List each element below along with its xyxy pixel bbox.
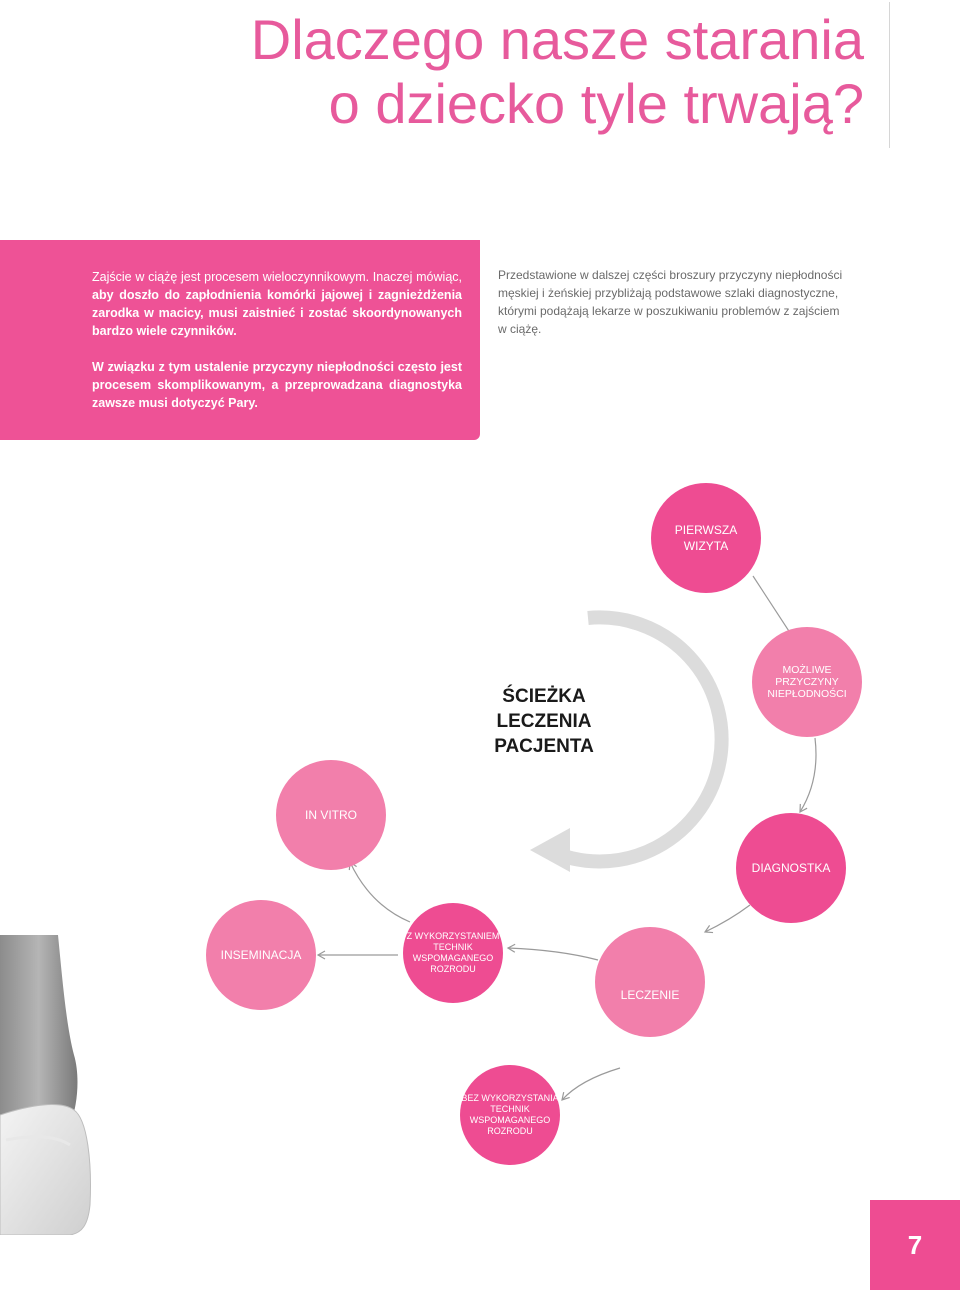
node-text: ROZRODU xyxy=(487,1126,533,1136)
node-pierwsza-wizyta xyxy=(651,483,761,593)
node-text: ROZRODU xyxy=(430,964,476,974)
node-text: DIAGNOSTKA xyxy=(751,861,831,875)
center-label-line: ŚCIEŻKA xyxy=(502,686,586,707)
page-number: 7 xyxy=(870,1200,960,1290)
node-mozliwe-przyczyny xyxy=(752,627,862,737)
node-inseminacja xyxy=(206,900,316,1010)
node-bez-wspomagania xyxy=(460,1065,560,1165)
title-line-2: o dziecko tyle trwają? xyxy=(328,72,864,135)
intro-paragraph-2: W związku z tym ustalenie przyczyny niepłodności często jest procesem skomplikowanym, a przeprowadzana diagnostyka zawsze musi dotyczyć Pary. xyxy=(92,360,462,410)
side-line: Przedstawione w dalszej części broszury przyczyny niepłodności xyxy=(498,268,843,282)
node-text: BEZ WYKORZYSTANIA xyxy=(461,1093,559,1103)
cycle-ring-arrowhead xyxy=(530,828,570,872)
node-text: MOŻLIWE xyxy=(782,664,832,676)
side-line: w ciążę. xyxy=(498,322,542,336)
node-text: WIZYTA xyxy=(683,539,729,553)
connector-przyczyny-diagnostyka xyxy=(800,738,816,812)
node-in-vitro xyxy=(276,760,386,870)
center-label-line: PACJENTA xyxy=(494,736,594,757)
node-text: PRZYCZYNY xyxy=(775,676,839,688)
node-text: LECZENIE xyxy=(620,988,680,1002)
title-line-1: Dlaczego nasze starania xyxy=(250,8,864,71)
node-diagnostyka xyxy=(736,813,846,923)
node-leczenie xyxy=(595,927,705,1037)
connector-leczenie-bez xyxy=(562,1068,620,1100)
node-text: NIEPŁODNOŚCI xyxy=(767,688,847,700)
node-text: PIERWSZA xyxy=(674,523,738,537)
node-text: TECHNIK xyxy=(490,1104,530,1114)
node-text: TECHNIK xyxy=(433,942,473,952)
node-text: WSPOMAGANEGO xyxy=(469,1115,551,1125)
intro-paragraph-1-normal: Zajście w ciążę jest procesem wieloczynnikowym. Inaczej mówiąc, xyxy=(92,270,462,284)
connector-leczenie-z xyxy=(508,948,598,960)
shoe-leg-illustration xyxy=(0,935,95,1235)
connector-z-invitro xyxy=(350,862,410,922)
intro-paragraph-1-bold: aby doszło do zapłodnienia komórki jajowej i zagnieżdżenia zarodka w macicy, musi zaistnieć i zostać skoordynowanych bardzo wiele czynników. xyxy=(92,288,462,338)
node-text: INSEMINACJA xyxy=(220,948,302,962)
node-text: Z WYKORZYSTANIEM xyxy=(406,931,500,941)
center-label xyxy=(470,684,618,759)
node-text: WSPOMAGANEGO xyxy=(412,953,494,963)
side-line: którymi podążają lekarze w poszukiwaniu problemów z zajściem xyxy=(498,304,840,318)
side-line: męskiej i żeńskiej przybliżają podstawowe szlaki diagnostyczne, xyxy=(498,286,839,300)
center-label-line: LECZENIA xyxy=(496,711,592,732)
connector-diagnostyka-leczenie xyxy=(705,905,750,932)
node-text: IN VITRO xyxy=(304,808,357,822)
node-z-wspomaganiem xyxy=(403,903,503,1003)
